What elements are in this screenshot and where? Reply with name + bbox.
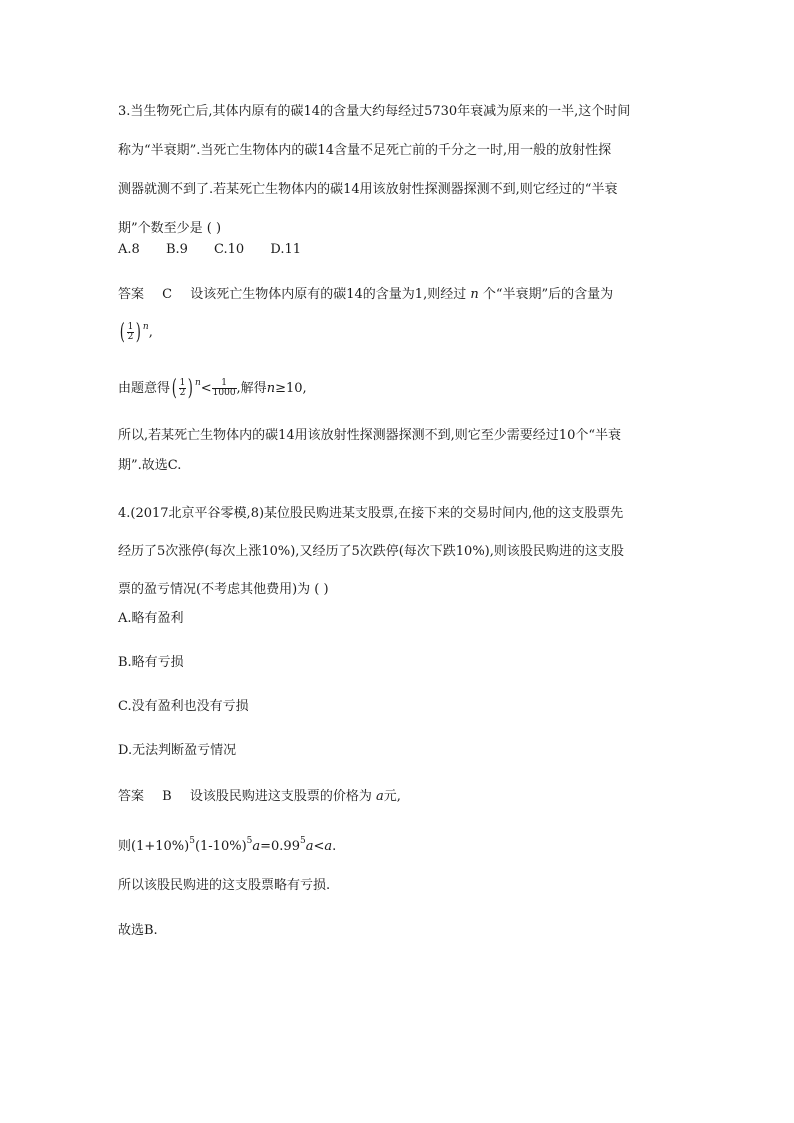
q4-option-b: B.略有亏损 — [118, 655, 184, 670]
q4-conclusion-line: 所以该股民购进的这支股票略有亏损. — [118, 878, 331, 893]
q3-conclusion-line-1: 所以,若某死亡生物体内的碳14用该放射性探测器探测不到,则它至少需要经过10个“半衰 — [118, 428, 621, 443]
q4-option-d: D.无法判断盈亏情况 — [118, 743, 237, 758]
q3-answer-letter: C — [162, 287, 173, 302]
q4-stem-line-2: 经历了5次涨停(每次上涨10%),又经历了5次跌停(每次下跌10%),则该股民购进的这支股 — [118, 544, 624, 559]
q3-stem-line-1: 3.当生物死亡后,其体内原有的碳14的含量大约每经过5730年衰减为原来的一半,这个时间 — [118, 104, 631, 119]
q3-stem-line-3: 测器就测不到了.若某死亡生物体内的碳14用该放射性探测器探测不到,则它经过的“半衰 — [118, 182, 618, 197]
q4-calculation-line: 则$(1+10\%)^5(1-10\%)^5a=0.99^5a<a$. — [118, 836, 337, 854]
q3-condition-fraction: $\frac{1}{1000}$ — [212, 378, 236, 398]
q3-answer-label: 答案 — [118, 287, 145, 302]
q3-answer-text-a: 设该死亡生物体内原有的碳14的含量为1,则经过 — [190, 287, 467, 302]
q4-answer-line: 答案 B 设该股民购进这支股票的价格为 a元, — [118, 789, 401, 804]
q3-fraction-expression: ( $\frac{1}{2}$ ) $^n$, — [119, 319, 153, 345]
q3-stem-line-4: 期”个数至少是 ( ) — [118, 221, 222, 236]
q3-options — [118, 241, 301, 259]
q4-option-a: A.略有盈利 — [118, 611, 184, 626]
q3-conclusion-line-2: 期”.故选C. — [118, 458, 182, 473]
q4-stem-line-1: 4.(2017北京平谷零模,8)某位股民购进某支股票,在接下来的交易时间内,他的这支股票先 — [118, 506, 624, 521]
q3-option-d: D.11 — [270, 242, 301, 257]
q4-answer-letter: B — [162, 789, 172, 804]
q3-fraction: $\frac{1}{2}$ — [127, 322, 134, 342]
q3-answer-text-b: 个“半衰期”后的含量为 — [482, 287, 614, 302]
q3-answer-line — [118, 286, 613, 304]
q3-condition-line: 由题意得( $\frac{1}{2}$ ) $^n$< $\frac{1}{1000}$ ,解得n≥10, — [118, 375, 307, 401]
q3-stem-line-2: 称为“半衰期”.当死亡生物体内的碳14含量不足死亡前的千分之一时,用一般的放射性探 — [118, 143, 612, 158]
q3-option-c: C.10 — [214, 242, 245, 257]
q4-stem-line-3: 票的盈亏情况(不考虑其他费用)为 ( ) — [118, 582, 329, 597]
q3-option-a: A.8 — [118, 242, 140, 257]
q4-answer-label: 答案 — [118, 789, 145, 804]
q4-final-line: 故选B. — [118, 923, 158, 938]
q3-answer-var-n: n — [470, 287, 479, 302]
q3-option-b: B.9 — [165, 242, 188, 257]
q4-option-c: C.没有盈利也没有亏损 — [118, 699, 249, 714]
